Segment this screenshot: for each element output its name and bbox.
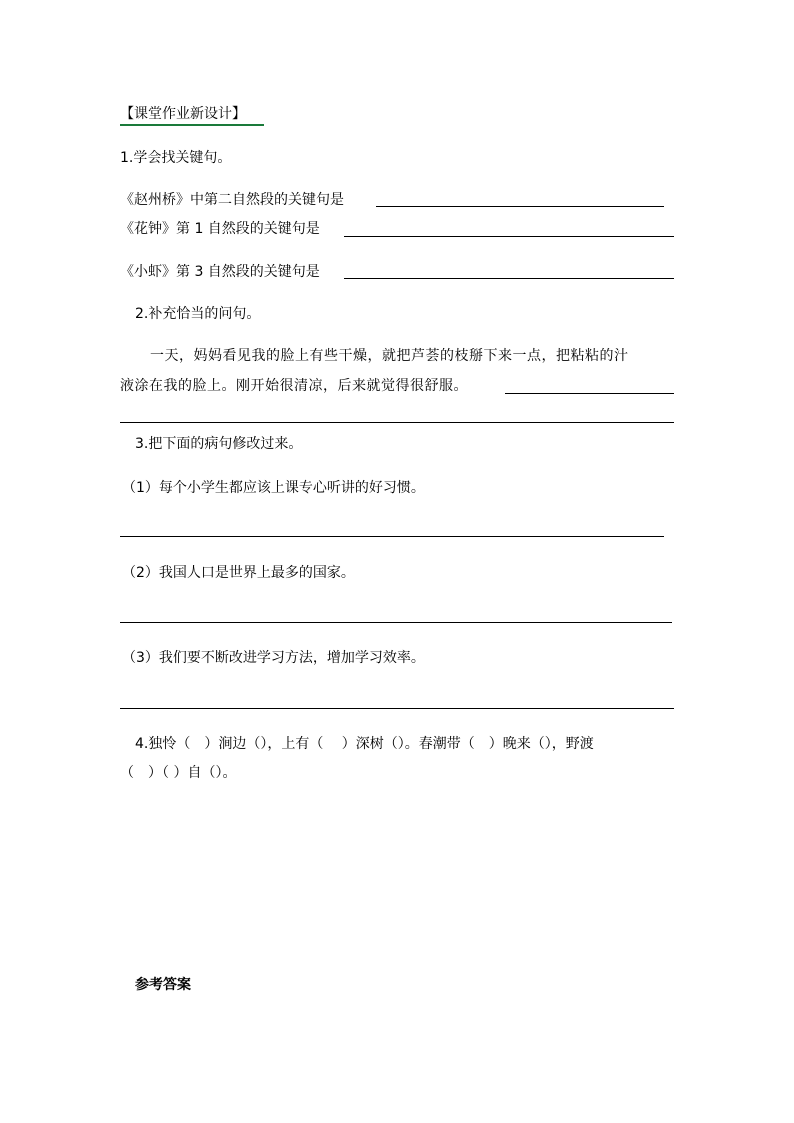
q2-title: 2.补充恰当的问句。 [135,306,261,322]
q3-item-2: （2）我国人口是世界上最多的国家。 [122,565,355,581]
q4-line-2: （ ）（ ）自（）。 [120,765,237,781]
answer-heading: 参考答案 [135,977,191,993]
q3-item-1-answer-line [120,536,664,537]
q1-item-3: 《小虾》第 3 自然段的关键句是 [120,264,320,280]
q3-item-3: （3）我们要不断改进学习方法，增加学习效率。 [122,650,425,666]
q4-line-1: 4.独怜（ ）涧边（），上有（ ）深树（）。春潮带（ ）晚来（），野渡 [135,736,594,752]
q3-item-2-answer-line [120,622,672,623]
q1-title: 1.学会找关键句。 [120,150,232,166]
q2-passage-line-1: 一天，妈妈看见我的脸上有些干燥，就把芦荟的枝掰下来一点，把粘粘的汁 [150,348,629,364]
q1-item-2-answer-line [344,236,674,237]
section-heading: 【课堂作业新设计】 [120,106,246,122]
q1-item-3-answer-line [344,278,674,279]
q2-answer-line-2 [120,422,674,423]
q2-passage-line-2: 液涂在我的脸上。刚开始很清凉，后来就觉得很舒服。 [120,378,468,394]
q1-item-1: 《赵州桥》中第二自然段的关键句是 [120,192,344,208]
q1-item-1-answer-line [376,206,664,207]
section-heading-underline [120,124,264,126]
q1-item-2: 《花钟》第 1 自然段的关键句是 [120,221,320,237]
q3-item-3-answer-line [120,708,674,709]
q3-title: 3.把下面的病句修改过来。 [135,436,303,452]
q3-item-1: （1）每个小学生都应该上课专心听讲的好习惯。 [122,480,425,496]
q2-answer-line-1 [505,393,674,394]
